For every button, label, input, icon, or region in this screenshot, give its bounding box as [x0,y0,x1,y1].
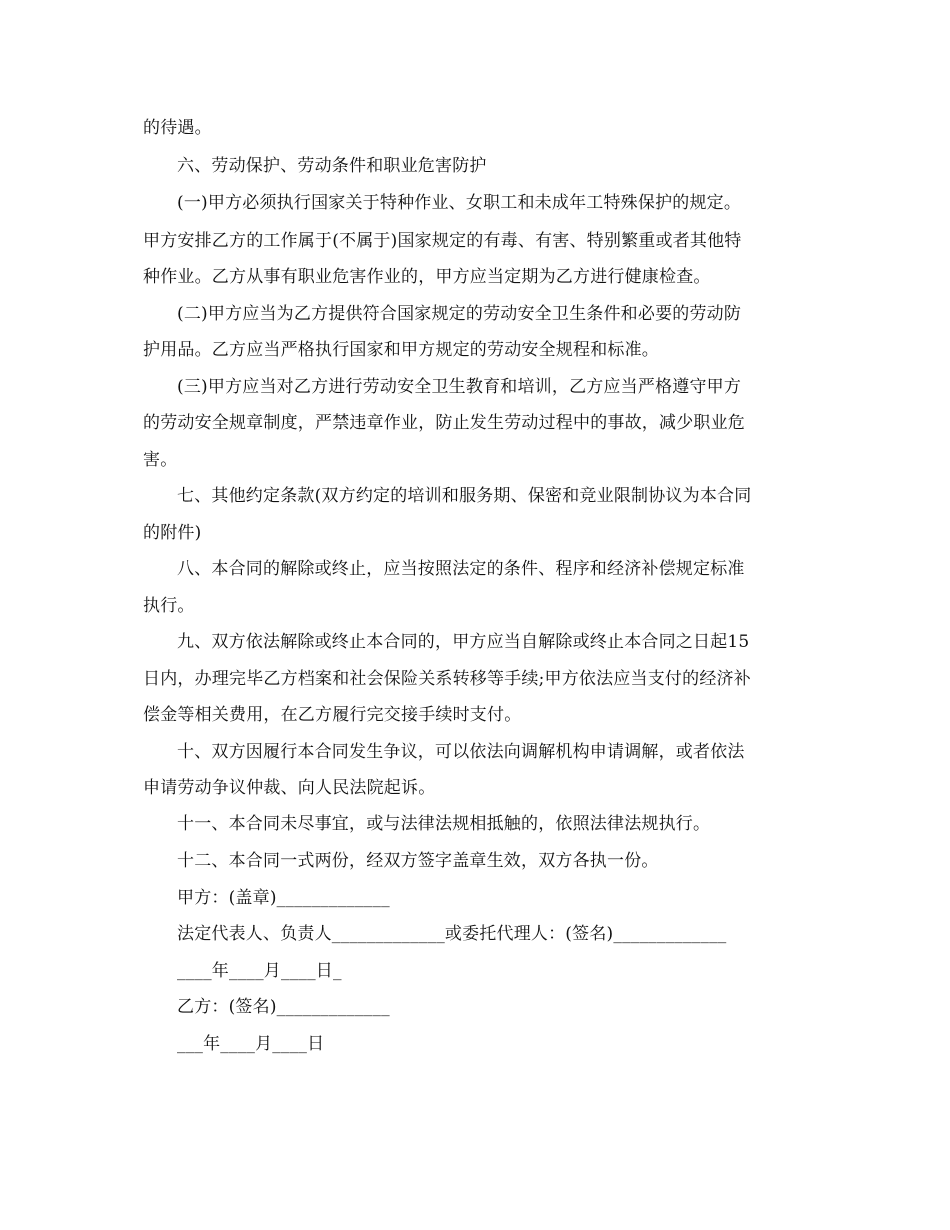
paragraph-line: 的劳动安全规章制度，严禁违章作业，防止发生劳动过程中的事故，减少职业危 [143,413,745,433]
party-b-date-line: ___年____月____日 [177,1034,325,1054]
paragraph-line: 日内，办理完毕乙方档案和社会保险关系转移等手续;甲方依法应当支付的经济补 [143,669,751,689]
paragraph-line: 的附件) [143,523,202,543]
party-a-seal-line: 甲方：(盖章)_____________ [177,888,390,908]
paragraph-line: 申请劳动争议仲裁、向人民法院起诉。 [143,778,436,798]
paragraph-line: 害。 [143,450,178,470]
legal-representative-line: 法定代表人、负责人_____________或委托代理人：(签名)_____________ [177,924,727,944]
paragraph-line: (三)甲方应当对乙方进行劳动安全卫生教育和培训，乙方应当严格遵守甲方 [177,377,742,397]
section-heading-12: 十二、本合同一式两份，经双方签字盖章生效，双方各执一份。 [177,851,659,871]
paragraph-line: 甲方安排乙方的工作属于(不属于)国家规定的有毒、有害、特别繁重或者其他特 [143,231,742,251]
paragraph-line: 执行。 [143,596,195,616]
paragraph-line: (一)甲方必须执行国家关于特种作业、女职工和未成年工特殊保护的规定。 [177,193,742,213]
section-heading-8: 八、本合同的解除或终止，应当按照法定的条件、程序和经济补偿规定标准 [177,559,745,579]
paragraph-line: 的待遇。 [143,118,212,138]
section-heading-11: 十一、本合同未尽事宜，或与法律法规相抵触的，依照法律法规执行。 [177,814,711,834]
paragraph-line: 偿金等相关费用，在乙方履行完交接手续时支付。 [143,705,522,725]
party-b-signature-line: 乙方：(签名)_____________ [177,997,390,1017]
section-heading-7: 七、其他约定条款(双方约定的培训和服务期、保密和竞业限制协议为本合同 [177,486,752,506]
section-heading-6: 六、劳动保护、劳动条件和职业危害防护 [177,156,487,176]
section-heading-10: 十、双方因履行本合同发生争议，可以依法向调解机构申请调解，或者依法 [177,742,745,762]
paragraph-line: (二)甲方应当为乙方提供符合国家规定的劳动安全卫生条件和必要的劳动防 [177,304,742,324]
paragraph-line: 护用品。乙方应当严格执行国家和甲方规定的劳动安全规程和标准。 [143,340,659,360]
paragraph-line: 种作业。乙方从事有职业危害作业的，甲方应当定期为乙方进行健康检查。 [143,267,711,287]
party-a-date-line: ____年____月____日_ [177,961,342,981]
section-heading-9: 九、双方依法解除或终止本合同的，甲方应当自解除或终止本合同之日起15 [177,632,750,652]
